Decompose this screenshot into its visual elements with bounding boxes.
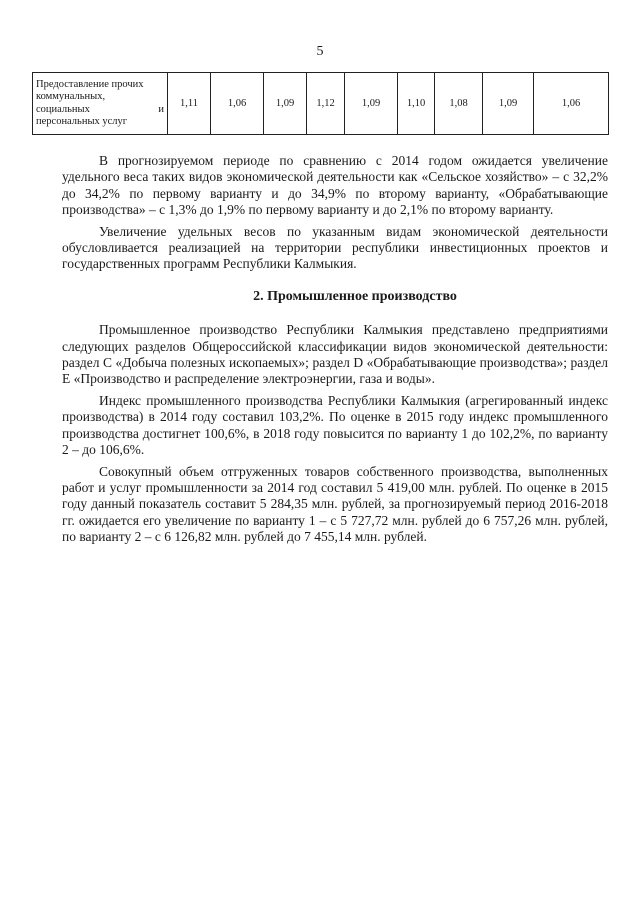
table-cell: 1,08 <box>435 73 483 135</box>
section-heading: 2. Промышленное производство <box>253 288 457 304</box>
table-cell: 1,06 <box>211 73 264 135</box>
paragraph: Индекс промышленного производства Республики Калмыкия (агрегированный индекс производства) в 2014 году составил 103,2%. По оценке в 2015 году индекс промышленного производства достигнет 100,6%, в 2018 году повысится по варианту 1 до 102,2%, по варианту 2 – до 106,6%. <box>62 392 608 458</box>
table-cell: 1,12 <box>307 73 345 135</box>
row-label-line: коммунальных, <box>36 91 106 102</box>
table-cell: 1,09 <box>264 73 307 135</box>
table-cell: 1,11 <box>168 73 211 135</box>
table-cell: 1,10 <box>398 73 435 135</box>
table-row <box>33 73 609 135</box>
paragraph: Увеличение удельных весов по указанным видам экономической деятельности обусловливается реализацией на территории республики инвестиционных проектов и государственных программ Республики Калмыкия. <box>62 223 608 272</box>
row-label-line: Предоставление прочих <box>36 78 144 90</box>
paragraph: В прогнозируемом периоде по сравнению с 2014 годом ожидается увеличение удельного веса таких видов экономической деятельности как «Сельское хозяйство» – с 32,2% до 34,2% по первому варианту и до 34,9% по второму варианту, «Обрабатывающие производства» – с 1,3% до 1,9% по первому варианту и до 2,1% по второму варианту. <box>62 153 608 218</box>
paragraph: Совокупный объем отгруженных товаров собственного производства, выполненных работ и услуг промышленности за 2014 год составил 5 419,00 млн. рублей. По оценке в 2015 году данный показатель составит 5 284,35 млн. рублей, за прогнозируемый период 2016-2018 гг. ожидается его увеличение по варианту 1 – с 5 727,72 млн. рублей до 6 757,26 млн. рублей, по варианту 2 – с 6 126,82 млн. рублей до 7 455,14 млн. рублей. <box>62 463 608 545</box>
page-number: 5 <box>316 44 324 59</box>
paragraph: Промышленное производство Республики Калмыкия представлено предприятиями следующих разделов Общероссийской классификации видов экономической деятельности: раздел С «Добыча полезных ископаемых»; раздел D «Обрабатывающие производства»; раздел Е «Производство и распределение электроэнергии, газа и воды». <box>62 322 608 387</box>
table-cell: 1,09 <box>345 73 398 135</box>
row-label-line: персональных услуг <box>36 116 128 127</box>
table-cell: 1,09 <box>483 73 534 135</box>
forecast-table <box>32 72 609 135</box>
row-label-cell <box>33 73 168 135</box>
table-cell: 1,06 <box>534 73 609 135</box>
body-text <box>62 153 608 546</box>
row-label-line-split: социальных и <box>36 103 164 115</box>
